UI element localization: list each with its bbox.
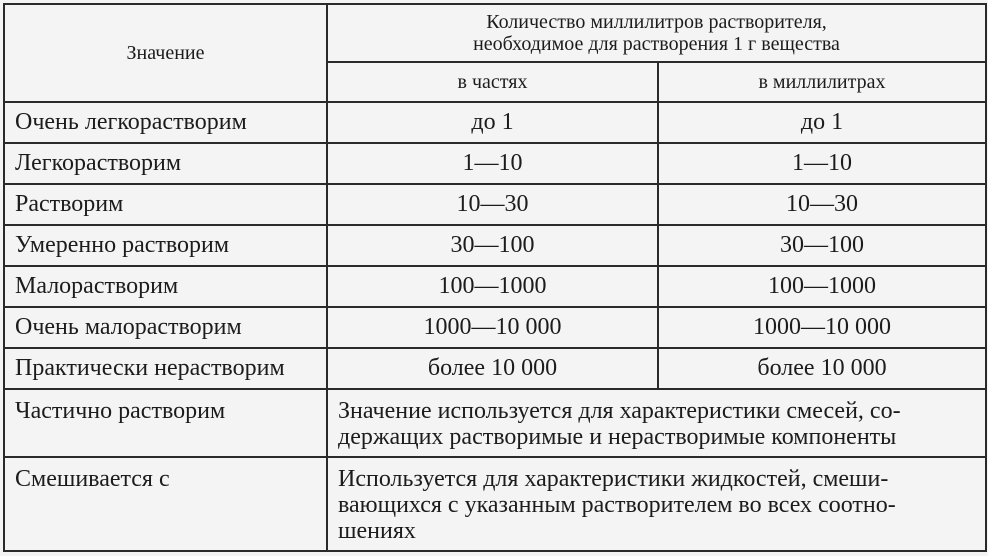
row-name: Очень легкорастворим xyxy=(4,102,327,143)
row-ml: 30—100 xyxy=(658,225,986,266)
row-name: Очень малорастворим xyxy=(4,307,327,348)
note-line: Значение используется для характеристики смесей, со- xyxy=(338,398,901,424)
row-ml: более 10 000 xyxy=(658,348,986,389)
row-name: Растворим xyxy=(4,184,327,225)
row-ml: 1—10 xyxy=(658,143,986,184)
note-row xyxy=(4,457,986,551)
row-ml: до 1 xyxy=(658,102,986,143)
row-ml: 1000—10 000 xyxy=(658,307,986,348)
row-name: Практически нерастворим xyxy=(4,348,327,389)
row-parts: более 10 000 xyxy=(327,348,658,389)
note-row xyxy=(4,389,986,457)
header-name: Значение xyxy=(4,4,327,102)
header-parts: в частях xyxy=(327,62,658,102)
header-row xyxy=(4,4,986,62)
table-row xyxy=(4,102,986,143)
header-group-line1: Количество миллилитров растворителя, xyxy=(486,11,827,33)
row-name: Умеренно растворим xyxy=(4,225,327,266)
row-parts: 100—1000 xyxy=(327,266,658,307)
header-ml: в миллилитрах xyxy=(658,62,986,102)
note-line: вающихся с указанным растворителем во всех соотно- xyxy=(338,492,896,518)
note-text xyxy=(327,457,986,551)
note-line: держащих растворимые и нерастворимые компоненты xyxy=(338,424,897,450)
row-parts: до 1 xyxy=(327,102,658,143)
note-line: шениях xyxy=(338,518,416,544)
row-parts: 1000—10 000 xyxy=(327,307,658,348)
row-name: Малорастворим xyxy=(4,266,327,307)
row-ml: 10—30 xyxy=(658,184,986,225)
row-name: Легкорастворим xyxy=(4,143,327,184)
table-row xyxy=(4,307,986,348)
note-text xyxy=(327,389,986,457)
header-group xyxy=(327,4,986,62)
solubility-table xyxy=(3,3,987,552)
table-row xyxy=(4,266,986,307)
note-name: Смешивается с xyxy=(4,457,327,551)
table-row xyxy=(4,225,986,266)
row-parts: 10—30 xyxy=(327,184,658,225)
row-parts: 30—100 xyxy=(327,225,658,266)
note-line: Используется для характеристики жидкостей, смеши- xyxy=(338,466,889,492)
row-ml: 100—1000 xyxy=(658,266,986,307)
table-row xyxy=(4,348,986,389)
table-row xyxy=(4,184,986,225)
note-name: Частично растворим xyxy=(4,389,327,457)
table-row xyxy=(4,143,986,184)
row-parts: 1—10 xyxy=(327,143,658,184)
header-group-line2: необходимое для растворения 1 г вещества xyxy=(473,33,840,55)
